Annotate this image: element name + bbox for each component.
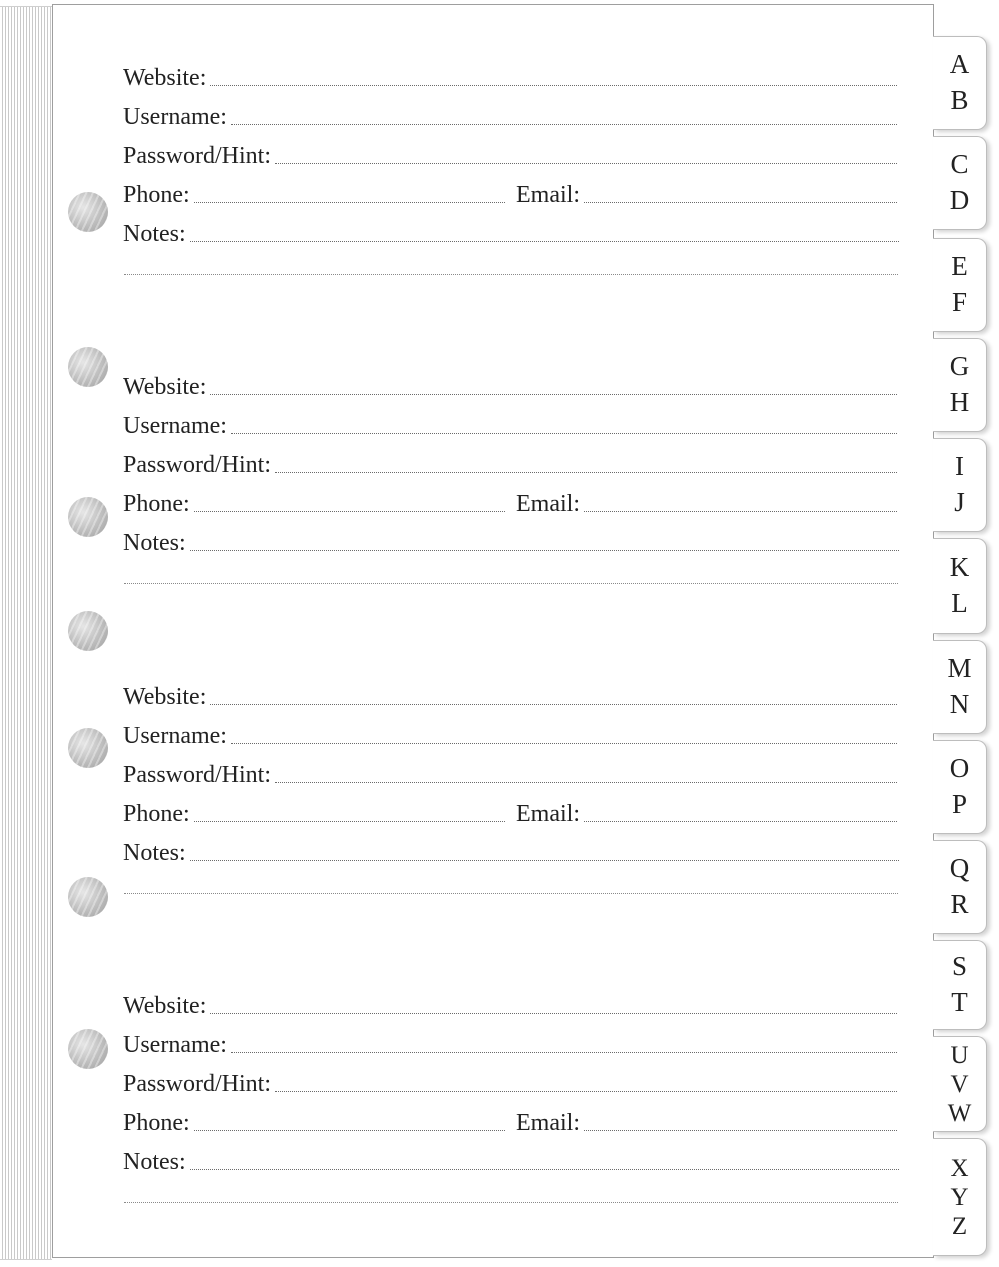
tab-letter: A <box>949 49 970 80</box>
tab-qr[interactable] <box>933 840 987 934</box>
notes-extra-line[interactable] <box>124 1202 898 1203</box>
password-hint-row <box>123 449 897 479</box>
binder-hole <box>68 347 108 387</box>
website-row <box>123 371 897 401</box>
tab-xyz[interactable] <box>933 1138 987 1256</box>
username-label: Username: <box>123 1032 227 1058</box>
website-write-line[interactable] <box>210 704 897 705</box>
username-write-line[interactable] <box>231 1052 897 1053</box>
phone-label: Phone: <box>123 1110 190 1136</box>
password-hint-label: Password/Hint: <box>123 762 272 788</box>
username-row <box>123 720 897 750</box>
notes-row <box>123 837 899 867</box>
email-write-line[interactable] <box>584 1130 897 1131</box>
tab-letter: J <box>954 487 965 517</box>
password-hint-row <box>123 759 897 789</box>
notes-extra-line[interactable] <box>124 893 898 894</box>
tab-letter: C <box>950 149 969 180</box>
tab-letter: F <box>951 287 968 317</box>
alphabet-tabs <box>933 6 993 1262</box>
tab-letter: M <box>947 653 972 684</box>
username-label: Username: <box>123 104 227 130</box>
username-label: Username: <box>123 413 227 439</box>
email-label: Email: <box>516 491 580 517</box>
phone-write-line[interactable] <box>194 1130 505 1131</box>
tab-letter: L <box>951 588 968 618</box>
password-hint-write-line[interactable] <box>275 782 897 783</box>
tab-ef[interactable] <box>933 238 987 332</box>
notes-write-line[interactable] <box>190 241 899 242</box>
email-row <box>516 488 897 518</box>
email-row <box>516 798 897 828</box>
website-label: Website: <box>123 65 207 91</box>
password-hint-write-line[interactable] <box>275 1091 897 1092</box>
password-hint-label: Password/Hint: <box>123 452 272 478</box>
binder-hole <box>68 192 108 232</box>
phone-row <box>123 179 505 209</box>
notes-write-line[interactable] <box>190 860 899 861</box>
tab-letter: W <box>947 1099 972 1127</box>
email-row <box>516 179 897 209</box>
username-label: Username: <box>123 723 227 749</box>
tab-uvw[interactable] <box>933 1036 987 1132</box>
email-write-line[interactable] <box>584 202 897 203</box>
website-label: Website: <box>123 374 207 400</box>
tab-letter: T <box>951 987 968 1017</box>
binder-hole <box>68 611 108 651</box>
username-row <box>123 410 897 440</box>
website-write-line[interactable] <box>210 1013 897 1014</box>
page-stack-edge <box>0 6 52 1260</box>
tab-letter: O <box>949 753 970 784</box>
phone-label: Phone: <box>123 801 190 827</box>
website-write-line[interactable] <box>210 85 897 86</box>
notes-row <box>123 1146 899 1176</box>
website-label: Website: <box>123 684 207 710</box>
tab-letter: S <box>951 951 968 982</box>
tab-letter: V <box>950 1070 969 1098</box>
website-row <box>123 681 897 711</box>
tab-cd[interactable] <box>933 136 987 230</box>
website-row <box>123 62 897 92</box>
tab-letter: Z <box>951 1212 968 1240</box>
password-hint-row <box>123 1068 897 1098</box>
notes-label: Notes: <box>123 221 186 247</box>
phone-write-line[interactable] <box>194 202 505 203</box>
tab-kl[interactable] <box>933 538 987 634</box>
password-hint-write-line[interactable] <box>275 163 897 164</box>
tab-letter: G <box>949 351 970 382</box>
tab-letter: I <box>955 451 964 482</box>
email-row <box>516 1107 897 1137</box>
phone-write-line[interactable] <box>194 821 505 822</box>
password-hint-write-line[interactable] <box>275 472 897 473</box>
tab-letter: N <box>949 689 970 719</box>
tab-ab[interactable] <box>933 36 987 130</box>
phone-row <box>123 798 505 828</box>
notes-label: Notes: <box>123 530 186 556</box>
username-write-line[interactable] <box>231 124 897 125</box>
phone-row <box>123 488 505 518</box>
email-label: Email: <box>516 801 580 827</box>
email-label: Email: <box>516 182 580 208</box>
tab-letter: Y <box>950 1183 969 1211</box>
notes-label: Notes: <box>123 840 186 866</box>
email-label: Email: <box>516 1110 580 1136</box>
tab-st[interactable] <box>933 940 987 1030</box>
phone-row <box>123 1107 505 1137</box>
notes-write-line[interactable] <box>190 1169 899 1170</box>
phone-label: Phone: <box>123 491 190 517</box>
notes-extra-line[interactable] <box>124 583 898 584</box>
notes-extra-line[interactable] <box>124 274 898 275</box>
username-write-line[interactable] <box>231 743 897 744</box>
email-write-line[interactable] <box>584 821 897 822</box>
username-write-line[interactable] <box>231 433 897 434</box>
tab-letter: E <box>951 251 968 282</box>
tab-gh[interactable] <box>933 338 987 432</box>
binder-hole <box>68 728 108 768</box>
notes-row <box>123 527 899 557</box>
binder-hole <box>68 877 108 917</box>
username-row <box>123 101 897 131</box>
tab-ij[interactable] <box>933 438 987 532</box>
username-row <box>123 1029 897 1059</box>
tab-letter: X <box>950 1154 969 1182</box>
website-write-line[interactable] <box>210 394 897 395</box>
tab-letter: H <box>949 387 970 417</box>
notes-label: Notes: <box>123 1149 186 1175</box>
tab-mn[interactable] <box>933 640 987 734</box>
binder-hole <box>68 497 108 537</box>
website-row <box>123 990 897 1020</box>
tab-op[interactable] <box>933 740 987 834</box>
tab-letter: R <box>950 889 969 919</box>
website-label: Website: <box>123 993 207 1019</box>
password-hint-label: Password/Hint: <box>123 1071 272 1097</box>
notes-write-line[interactable] <box>190 550 899 551</box>
tab-letter: K <box>949 552 970 583</box>
tab-letter: U <box>950 1041 969 1069</box>
notes-row <box>123 218 899 248</box>
binder-hole <box>68 1029 108 1069</box>
email-write-line[interactable] <box>584 511 897 512</box>
phone-write-line[interactable] <box>194 511 505 512</box>
password-hint-row <box>123 140 897 170</box>
password-hint-label: Password/Hint: <box>123 143 272 169</box>
phone-label: Phone: <box>123 182 190 208</box>
tab-letter: Q <box>949 853 970 884</box>
tab-letter: B <box>950 85 969 115</box>
tab-letter: P <box>951 789 968 819</box>
tab-letter: D <box>949 185 970 215</box>
